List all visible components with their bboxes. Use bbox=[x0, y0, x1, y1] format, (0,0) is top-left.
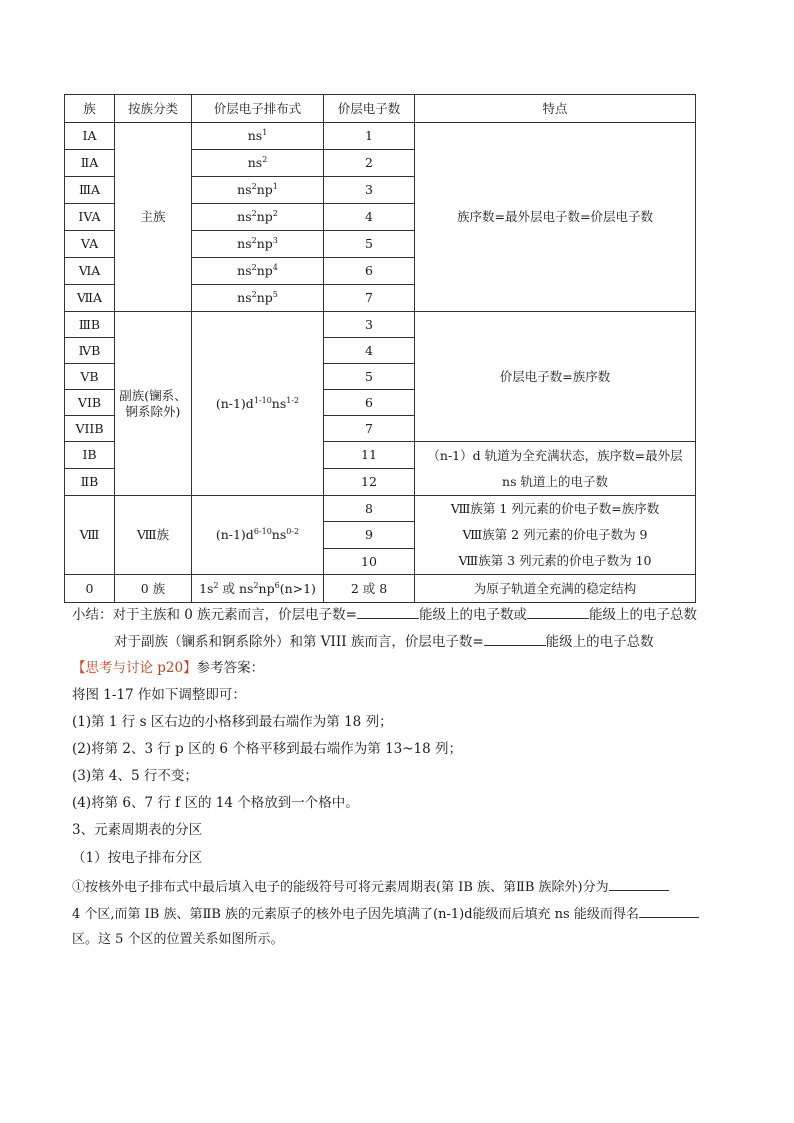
config-cell: $ns^2np^4$ bbox=[192, 258, 324, 285]
table-row bbox=[65, 496, 696, 522]
group-cell: ⅡA bbox=[65, 150, 115, 177]
summary-text: 对于副族（镧系和锕系除外）和第 VIII 族而言，价层电子数= bbox=[114, 634, 484, 650]
discussion-intro: 将图 1-17 作如下调整即可： bbox=[72, 687, 246, 703]
count-cell: 5 bbox=[324, 231, 415, 258]
feature-cell bbox=[415, 496, 696, 575]
table-header-row bbox=[65, 95, 696, 123]
summary-text: 能级上的电子总数 bbox=[545, 634, 654, 650]
section-paragraph bbox=[72, 877, 732, 897]
config-cell: $(n-1)d^{6-10}ns^{0-2}$ bbox=[192, 496, 324, 575]
group-cell: IVA bbox=[65, 204, 115, 231]
section-text: 4 个区,而第 IB 族、第ⅡB 族的元素原子的核外电子因先填满了(n-1)d能级而后填充 ns 能级而得名 bbox=[72, 907, 639, 922]
feature-cell: 族序数=最外层电子数=价层电子数 bbox=[415, 123, 696, 312]
count-cell: 5 bbox=[324, 364, 415, 390]
fill-blank[interactable] bbox=[609, 877, 669, 891]
count-cell: 9 bbox=[324, 522, 415, 548]
feature-cell: （n-1）d 轨道为全充满状态，族序数=最外层 ns 轨道上的电子数 bbox=[415, 442, 696, 496]
section-sub-heading: （1）按电子排布分区 bbox=[72, 850, 203, 866]
count-cell: 12 bbox=[324, 469, 415, 496]
category-cell: 0 族 bbox=[115, 575, 192, 603]
fill-blank[interactable] bbox=[639, 904, 699, 918]
header-cell: 价层电子数 bbox=[324, 95, 415, 123]
section-heading: 3、元素周期表的分区 bbox=[72, 822, 203, 838]
fill-blank[interactable] bbox=[357, 605, 419, 619]
count-cell: 10 bbox=[324, 548, 415, 574]
group-cell: VIIB bbox=[65, 416, 115, 442]
header-cell: 按族分类 bbox=[115, 95, 192, 123]
group-cell: ⅢA bbox=[65, 177, 115, 204]
category-cell: 主族 bbox=[115, 123, 192, 312]
table-row bbox=[65, 123, 696, 150]
count-cell: 3 bbox=[324, 177, 415, 204]
discussion-item: (2)将第 2、3 行 p 区的 6 个格平移到最右端作为第 13~18 列； bbox=[72, 741, 463, 757]
discussion-suffix: 参考答案： bbox=[196, 660, 265, 676]
count-cell: 4 bbox=[324, 338, 415, 364]
discussion-item: (4)将第 6、7 行 f 区的 14 个格放到一个格中。 bbox=[72, 795, 359, 811]
feature-cell: 价层电子数=族序数 bbox=[415, 312, 696, 442]
valence-electron-table bbox=[64, 94, 696, 603]
group-cell: VIB bbox=[65, 390, 115, 416]
feature-line: Ⅷ族第 1 列元素的价电子数=族序数 bbox=[450, 501, 660, 516]
summary-text: 能级上的电子总数 bbox=[588, 607, 697, 623]
count-cell: 6 bbox=[324, 390, 415, 416]
group-cell: VB bbox=[65, 364, 115, 390]
summary-line-1 bbox=[72, 605, 732, 624]
section-text: ①按核外电子排布式中最后填入电子的能级符号可将元素周期表(第 IB 族、第ⅡB 族除外)分为 bbox=[72, 880, 609, 895]
config-cell: $ns^2np^2$ bbox=[192, 204, 324, 231]
count-cell: 6 bbox=[324, 258, 415, 285]
config-cell: $ns^1$ bbox=[192, 123, 324, 150]
category-cell: Ⅷ族 bbox=[115, 496, 192, 575]
group-cell: Ⅷ bbox=[65, 496, 115, 575]
count-cell: 2 或 8 bbox=[324, 575, 415, 603]
count-cell: 8 bbox=[324, 496, 415, 522]
count-cell: 11 bbox=[324, 442, 415, 469]
table-row bbox=[65, 312, 696, 338]
config-cell: $1s^2$ 或 $ns^2np^6(n>1)$ bbox=[192, 575, 324, 603]
config-cell: $ns^2np^1$ bbox=[192, 177, 324, 204]
category-cell: 副族(镧系、 锕系除外) bbox=[115, 312, 192, 496]
group-cell: ⅠB bbox=[65, 442, 115, 469]
group-cell: ⅠA bbox=[65, 123, 115, 150]
summary-text: 小结：对于主族和 0 族元素而言，价层电子数= bbox=[72, 607, 357, 623]
feature-line: Ⅷ族第 2 列元素的价电子数为 9 bbox=[462, 527, 648, 542]
feature-cell: 为原子轨道全充满的稳定结构 bbox=[415, 575, 696, 603]
discussion-item: (3)第 4、5 行不变； bbox=[72, 768, 198, 784]
header-cell: 特点 bbox=[415, 95, 696, 123]
group-cell: VA bbox=[65, 231, 115, 258]
config-cell: $(n-1)d^{1-10}ns^{1-2}$ bbox=[192, 312, 324, 496]
config-cell: $ns^2np^5$ bbox=[192, 285, 324, 312]
section-paragraph bbox=[72, 904, 732, 924]
count-cell: 4 bbox=[324, 204, 415, 231]
group-cell: ⅦA bbox=[65, 285, 115, 312]
table-row bbox=[65, 575, 696, 603]
count-cell: 2 bbox=[324, 150, 415, 177]
header-cell: 族 bbox=[65, 95, 115, 123]
summary-text: 能级上的电子数或 bbox=[418, 607, 527, 623]
group-cell: ⅡB bbox=[65, 469, 115, 496]
discussion-heading bbox=[72, 659, 732, 677]
discussion-tag: 【思考与讨论 p20】 bbox=[72, 660, 197, 676]
count-cell: 3 bbox=[324, 312, 415, 338]
config-cell: $ns^2np^3$ bbox=[192, 231, 324, 258]
discussion-item: (1)第 1 行 s 区右边的小格移到最右端作为第 18 列； bbox=[72, 714, 393, 730]
config-cell: $ns^2$ bbox=[192, 150, 324, 177]
header-cell: 价层电子排布式 bbox=[192, 95, 324, 123]
group-cell: ⅣB bbox=[65, 338, 115, 364]
count-cell: 7 bbox=[324, 416, 415, 442]
summary-line-2 bbox=[114, 632, 774, 651]
group-cell: 0 bbox=[65, 575, 115, 603]
fill-blank[interactable] bbox=[484, 632, 546, 646]
count-cell: 7 bbox=[324, 285, 415, 312]
count-cell: 1 bbox=[324, 123, 415, 150]
group-cell: ⅢB bbox=[65, 312, 115, 338]
group-cell: ⅥA bbox=[65, 258, 115, 285]
feature-line: Ⅷ族第 3 列元素的价电子数为 10 bbox=[458, 553, 652, 568]
section-paragraph: 区。这 5 个区的位置关系如图所示。 bbox=[72, 932, 284, 947]
fill-blank[interactable] bbox=[527, 605, 589, 619]
